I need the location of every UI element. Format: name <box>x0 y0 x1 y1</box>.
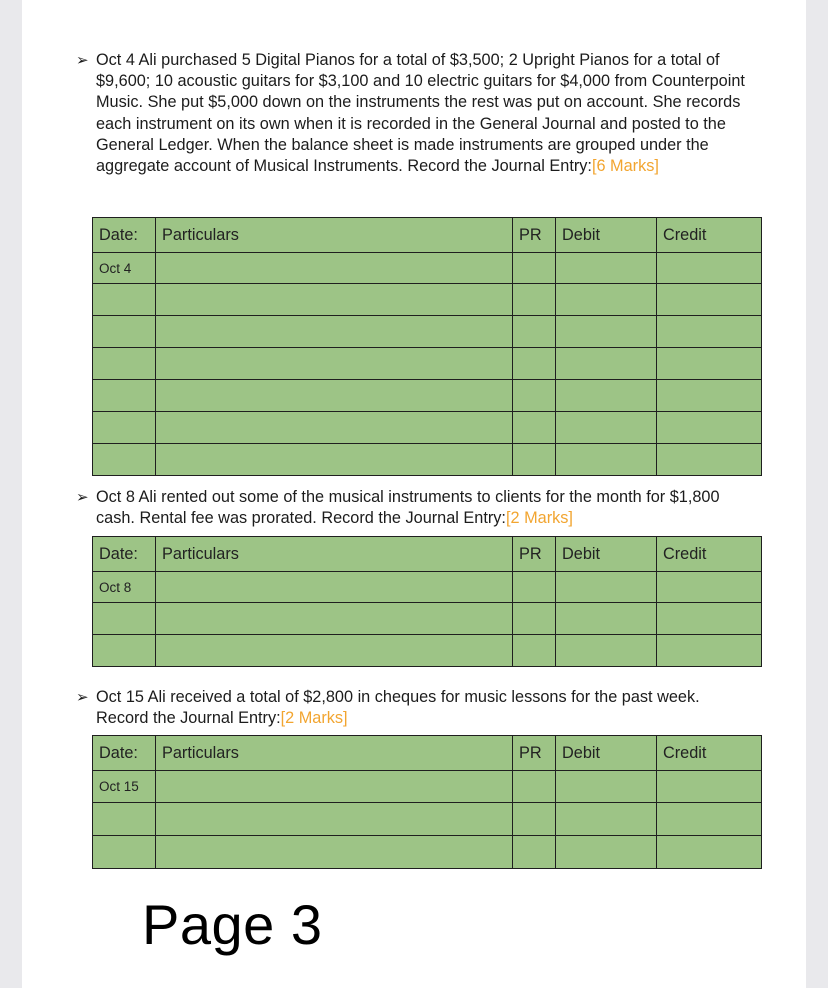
header-debit: Debit <box>556 218 657 253</box>
table-row <box>93 771 762 803</box>
arrow-bullet-icon: ➢ <box>76 52 89 69</box>
date-cell[interactable] <box>93 348 156 380</box>
pr-cell[interactable] <box>513 803 556 836</box>
date-cell[interactable] <box>93 444 156 476</box>
debit-cell[interactable] <box>556 444 657 476</box>
table-row <box>93 836 762 869</box>
table-header-row <box>93 218 762 253</box>
pr-cell[interactable] <box>513 836 556 869</box>
pr-cell[interactable] <box>513 635 556 667</box>
credit-cell[interactable] <box>657 771 762 803</box>
header-credit: Credit <box>657 218 762 253</box>
header-credit: Credit <box>657 736 762 771</box>
credit-cell[interactable] <box>657 316 762 348</box>
debit-cell[interactable] <box>556 603 657 635</box>
credit-cell[interactable] <box>657 603 762 635</box>
header-pr: PR <box>513 537 556 572</box>
question-text: Oct 4 Ali purchased 5 Digital Pianos for a total of $3,500; 2 Upright Pianos for a total of $9,600; 10 acoustic guitars for $3,100 and 10 electric guitars for $4,000 from Counterpoint Music. She put $5,000 down on the instruments the rest was put on account. She records each instrument on its own when it is recorded in the General Journal and posted to the General Ledger. When the balance sheet is made instruments are grouped under the aggregate account of Musical Instruments. Record the Journal Entry: <box>96 51 745 176</box>
date-cell[interactable] <box>93 412 156 444</box>
particulars-cell[interactable] <box>156 316 513 348</box>
pr-cell[interactable] <box>513 348 556 380</box>
date-cell[interactable] <box>93 284 156 316</box>
pr-cell[interactable] <box>513 316 556 348</box>
header-pr: PR <box>513 218 556 253</box>
table-row <box>93 803 762 836</box>
date-cell: Oct 4 <box>93 253 156 284</box>
header-particulars: Particulars <box>156 537 513 572</box>
credit-cell[interactable] <box>657 380 762 412</box>
particulars-cell[interactable] <box>156 253 513 284</box>
particulars-cell[interactable] <box>156 836 513 869</box>
date-cell: Oct 8 <box>93 572 156 603</box>
debit-cell[interactable] <box>556 316 657 348</box>
particulars-cell[interactable] <box>156 444 513 476</box>
marks-label: [6 Marks] <box>591 157 659 176</box>
debit-cell[interactable] <box>556 836 657 869</box>
particulars-cell[interactable] <box>156 284 513 316</box>
marks-label: [2 Marks] <box>280 709 348 728</box>
particulars-cell[interactable] <box>156 572 513 603</box>
date-cell: Oct 15 <box>93 771 156 803</box>
date-cell[interactable] <box>93 803 156 836</box>
debit-cell[interactable] <box>556 284 657 316</box>
credit-cell[interactable] <box>657 412 762 444</box>
date-cell[interactable] <box>93 635 156 667</box>
pr-cell[interactable] <box>513 253 556 284</box>
debit-cell[interactable] <box>556 635 657 667</box>
header-pr: PR <box>513 736 556 771</box>
table-row <box>93 380 762 412</box>
particulars-cell[interactable] <box>156 412 513 444</box>
arrow-bullet-icon: ➢ <box>76 689 89 706</box>
header-date: Date: <box>93 537 156 572</box>
pr-cell[interactable] <box>513 603 556 635</box>
particulars-cell[interactable] <box>156 635 513 667</box>
particulars-cell[interactable] <box>156 348 513 380</box>
pr-cell[interactable] <box>513 572 556 603</box>
question-text: Oct 8 Ali rented out some of the musical instruments to clients for the month for $1,800 cash. Rental fee was prorated. Record the Journal Entry: <box>96 488 720 528</box>
table-row <box>93 316 762 348</box>
debit-cell[interactable] <box>556 572 657 603</box>
credit-cell[interactable] <box>657 253 762 284</box>
particulars-cell[interactable] <box>156 771 513 803</box>
date-cell[interactable] <box>93 316 156 348</box>
pr-cell[interactable] <box>513 444 556 476</box>
credit-cell[interactable] <box>657 635 762 667</box>
credit-cell[interactable] <box>657 836 762 869</box>
journal-table-oct-15 <box>92 735 762 869</box>
debit-cell[interactable] <box>556 253 657 284</box>
date-cell[interactable] <box>93 836 156 869</box>
particulars-cell[interactable] <box>156 380 513 412</box>
question-oct-4 <box>76 50 756 177</box>
debit-cell[interactable] <box>556 380 657 412</box>
debit-cell[interactable] <box>556 803 657 836</box>
debit-cell[interactable] <box>556 348 657 380</box>
debit-cell[interactable] <box>556 771 657 803</box>
debit-cell[interactable] <box>556 412 657 444</box>
table-row <box>93 412 762 444</box>
question-oct-8 <box>76 487 756 529</box>
table-row <box>93 603 762 635</box>
pr-cell[interactable] <box>513 380 556 412</box>
pr-cell[interactable] <box>513 412 556 444</box>
marks-label: [2 Marks] <box>505 509 573 528</box>
table-row <box>93 572 762 603</box>
table-header-row <box>93 736 762 771</box>
question-text: Oct 15 Ali received a total of $2,800 in cheques for music lessons for the past week. Record the Journal Entry: <box>96 688 700 728</box>
header-debit: Debit <box>556 736 657 771</box>
header-date: Date: <box>93 218 156 253</box>
table-row <box>93 284 762 316</box>
table-row <box>93 348 762 380</box>
table-header-row <box>93 537 762 572</box>
date-cell[interactable] <box>93 603 156 635</box>
pr-cell[interactable] <box>513 771 556 803</box>
credit-cell[interactable] <box>657 803 762 836</box>
date-cell[interactable] <box>93 380 156 412</box>
arrow-bullet-icon: ➢ <box>76 489 89 506</box>
table-row <box>93 635 762 667</box>
table-row <box>93 444 762 476</box>
question-oct-15 <box>76 687 756 729</box>
page-number-label: Page 3 <box>142 893 323 956</box>
credit-cell[interactable] <box>657 284 762 316</box>
journal-table-oct-8 <box>92 536 762 667</box>
header-particulars: Particulars <box>156 736 513 771</box>
document-page <box>22 0 806 988</box>
journal-table-oct-4 <box>92 217 762 476</box>
particulars-cell[interactable] <box>156 803 513 836</box>
credit-cell[interactable] <box>657 348 762 380</box>
pr-cell[interactable] <box>513 284 556 316</box>
header-debit: Debit <box>556 537 657 572</box>
header-particulars: Particulars <box>156 218 513 253</box>
credit-cell[interactable] <box>657 444 762 476</box>
credit-cell[interactable] <box>657 572 762 603</box>
header-date: Date: <box>93 736 156 771</box>
particulars-cell[interactable] <box>156 603 513 635</box>
header-credit: Credit <box>657 537 762 572</box>
table-row <box>93 253 762 284</box>
